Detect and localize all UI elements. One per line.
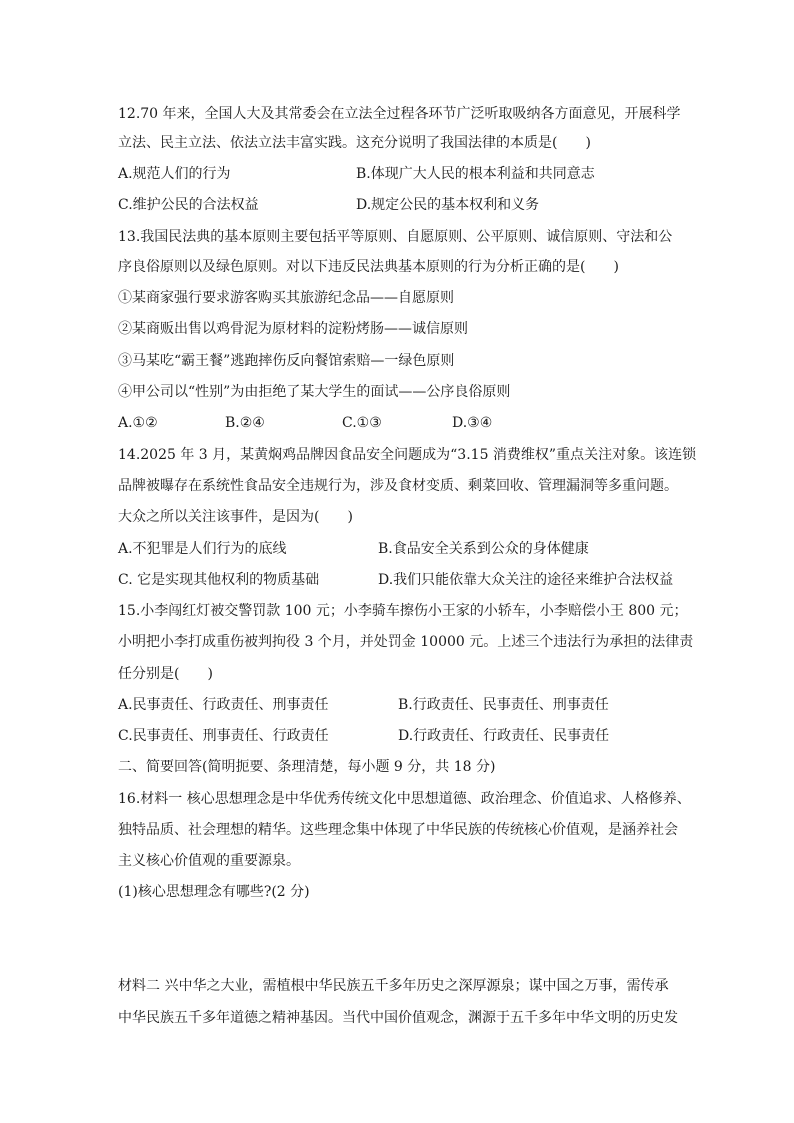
q13-option-c: C.①③: [342, 415, 382, 431]
q12-stem-line-2: 立法、民主立法、依法立法丰富实践。这充分说明了我国法律的本质是( ): [118, 135, 591, 151]
q14-stem-line-3: 大众之所以关注该事件，是因为( ): [118, 509, 353, 525]
q14-stem-line-2: 品牌被曝存在系统性食品安全违规行为，涉及食材变质、剩菜回收、管理漏洞等多重问题。: [118, 478, 678, 494]
q12-option-d: D.规定公民的基本权利和义务: [356, 197, 540, 213]
q12-option-c: C.维护公民的合法权益: [118, 197, 259, 213]
q13-item-4: ④甲公司以“性别”为由拒绝了某大学生的面试——公序良俗原则: [118, 384, 511, 400]
q16-subquestion-1: (1)核心思想理念有哪些?(2 分): [118, 884, 310, 900]
q16-material2-line-1: 材料二 兴中华之大业，需植根中华民族五千多年历史之深厚源泉；谋中国之万事，需传承: [118, 978, 669, 994]
q12-option-b: B.体现广大人民的根本利益和共同意志: [356, 166, 595, 182]
q15-stem-line-3: 任分别是( ): [118, 666, 213, 682]
q14-option-b: B.食品安全关系到公众的身体健康: [378, 541, 589, 557]
q13-option-b: B.②④: [225, 415, 265, 431]
q13-option-a: A.①②: [118, 415, 158, 431]
q16-material1-line-3: 主义核心价值观的重要源泉。: [118, 853, 300, 869]
q12-stem-line-1: 12.70 年来，全国人大及其常委会在立法全过程各环节广泛听取吸纳各方面意见，开展科学: [118, 106, 681, 122]
q15-option-d: D.行政责任、行政责任、民事责任: [398, 728, 610, 744]
q13-stem-line-1: 13.我国民法典的基本原则主要包括平等原则、自愿原则、公平原则、诚信原则、守法和公: [118, 229, 673, 245]
q14-option-a: A.不犯罪是人们行为的底线: [118, 541, 287, 557]
q13-option-d: D.③④: [452, 415, 493, 431]
q13-item-1: ①某商家强行要求游客购买其旅游纪念品——自愿原则: [118, 290, 454, 306]
q15-stem-line-2: 小明把小李打成重伤被判拘役 3 个月，并处罚金 10000 元。上述三个违法行为承担的法律责: [118, 634, 694, 650]
q15-option-b: B.行政责任、民事责任、刑事责任: [398, 697, 609, 713]
q13-stem-line-2: 序良俗原则以及绿色原则。对以下违反民法典基本原则的行为分析正确的是( ): [118, 259, 619, 275]
q16-material1-line-1: 16.材料一 核心思想理念是中华优秀传统文化中思想道德、政治理念、价值追求、人格修养、: [118, 791, 691, 807]
q16-material1-line-2: 独特品质、社会理想的精华。这些理念集中体现了中华民族的传统核心价值观，是涵养社会: [118, 822, 678, 838]
q15-option-a: A.民事责任、行政责任、刑事责任: [118, 697, 329, 713]
q15-option-c: C.民事责任、刑事责任、行政责任: [118, 728, 329, 744]
q16-material2-line-2: 中华民族五千多年道德之精神基因。当代中国价值观念，渊源于五千多年中华文明的历史发: [118, 1010, 678, 1026]
q14-option-d: D.我们只能依靠大众关注的途径来维护合法权益: [378, 572, 674, 588]
q13-item-3: ③马某吃“霸王餐”逃跑摔伤反向餐馆索赔—一绿色原则: [118, 353, 455, 369]
q12-option-a: A.规范人们的行为: [118, 166, 231, 182]
q15-stem-line-1: 15.小李闯红灯被交警罚款 100 元；小李骑车擦伤小王家的小轿车，小李赔偿小王 800 元；: [118, 603, 688, 619]
q13-item-2: ②某商贩出售以鸡骨泥为原材料的淀粉烤肠——诚信原则: [118, 321, 468, 337]
q14-option-c: C. 它是实现其他权利的物质基础: [118, 572, 320, 588]
section-2-heading: 二、简要回答(简明扼要、条理清楚，每小题 9 分，共 18 分): [118, 759, 496, 775]
q14-stem-line-1: 14.2025 年 3 月，某黄焖鸡品牌因食品安全问题成为“3.15 消费维权”重点关注对象。该连锁: [118, 447, 697, 463]
